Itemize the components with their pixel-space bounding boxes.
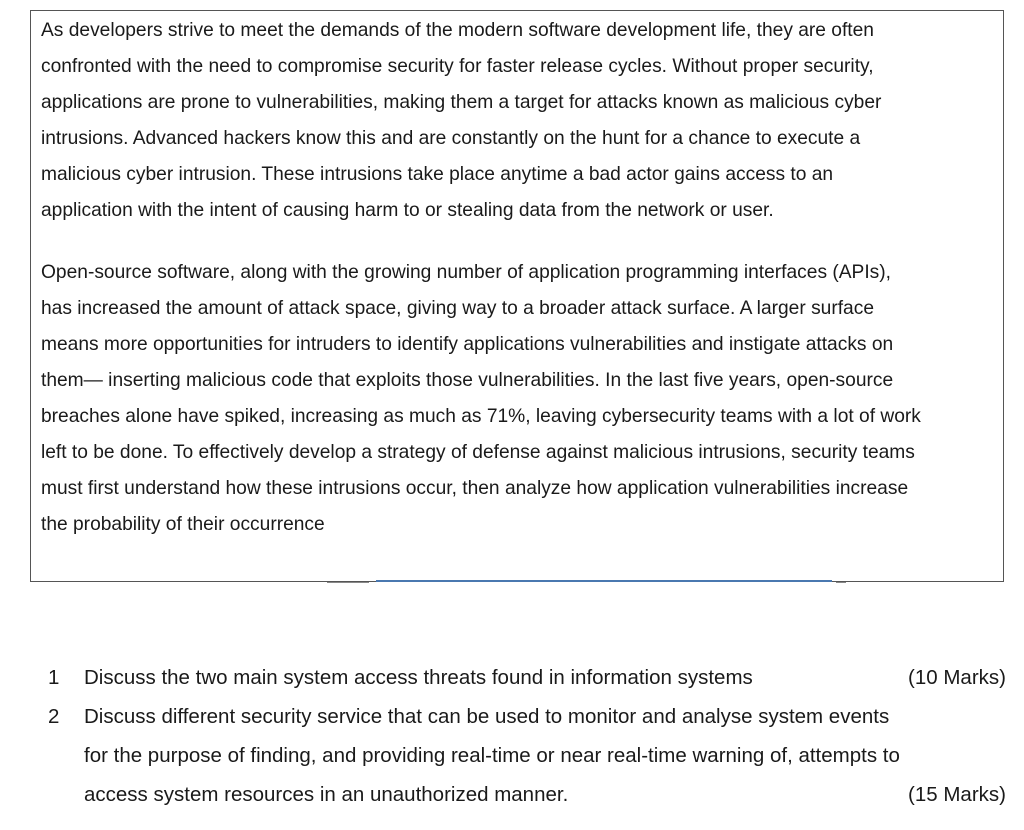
passage-line: Open-source software, along with the growing number of application programming interfaces (APIs), bbox=[41, 262, 891, 283]
question-number: 1 bbox=[48, 666, 60, 689]
passage-line: breaches alone have spiked, increasing as much as 71%, leaving cybersecurity teams with a lot of work bbox=[41, 406, 921, 427]
passage-line: has increased the amount of attack space, giving way to a broader attack surface. A larger surface bbox=[41, 298, 874, 319]
passage-line: left to be done. To effectively develop a strategy of defense against malicious intrusions, security teams bbox=[41, 442, 915, 463]
passage-line: the probability of their occurrence bbox=[41, 514, 325, 535]
question-text: Discuss different security service that can be used to monitor and analyse system events bbox=[84, 705, 890, 728]
passage-line: confronted with the need to compromise security for faster release cycles. Without proper security, bbox=[41, 56, 874, 77]
passage-line: intrusions. Advanced hackers know this and are constantly on the hunt for a chance to execute a bbox=[41, 128, 861, 149]
question-text: Discuss the two main system access threats found in information systems bbox=[84, 666, 753, 689]
passage-line: applications are prone to vulnerabilities, making them a target for attacks known as malicious cyber bbox=[41, 92, 882, 113]
question-marks: (15 Marks) bbox=[908, 783, 1006, 806]
divider-line bbox=[327, 582, 369, 583]
passage-paragraph-2 bbox=[41, 255, 1003, 543]
passage-line: means more opportunities for intruders to identify applications vulnerabilities and instigate attacks on bbox=[41, 334, 894, 355]
divider-line bbox=[836, 582, 846, 583]
passage-box bbox=[30, 10, 1004, 582]
question-list bbox=[0, 658, 1024, 814]
question-text: access system resources in an unauthorized manner. bbox=[84, 783, 569, 806]
divider-line bbox=[376, 580, 832, 582]
passage-paragraph-1 bbox=[41, 13, 1003, 229]
question-item-continuation bbox=[0, 736, 1024, 775]
passage-line: them— inserting malicious code that exploits those vulnerabilities. In the last five years, open-source bbox=[41, 370, 894, 391]
passage-line: must first understand how these intrusions occur, then analyze how application vulnerabilities increase bbox=[41, 478, 909, 499]
passage-line: application with the intent of causing harm to or stealing data from the network or user. bbox=[41, 200, 774, 221]
passage-line: malicious cyber intrusion. These intrusions take place anytime a bad actor gains access to an bbox=[41, 164, 834, 185]
question-number: 2 bbox=[48, 705, 60, 728]
question-text: for the purpose of finding, and providing real-time or near real-time warning of, attempts to bbox=[84, 744, 900, 767]
question-item bbox=[0, 697, 1024, 736]
question-item-continuation bbox=[0, 775, 1024, 814]
question-marks: (10 Marks) bbox=[908, 666, 1006, 689]
question-item bbox=[0, 658, 1024, 697]
passage-line: As developers strive to meet the demands of the modern software development life, they are often bbox=[41, 20, 874, 41]
